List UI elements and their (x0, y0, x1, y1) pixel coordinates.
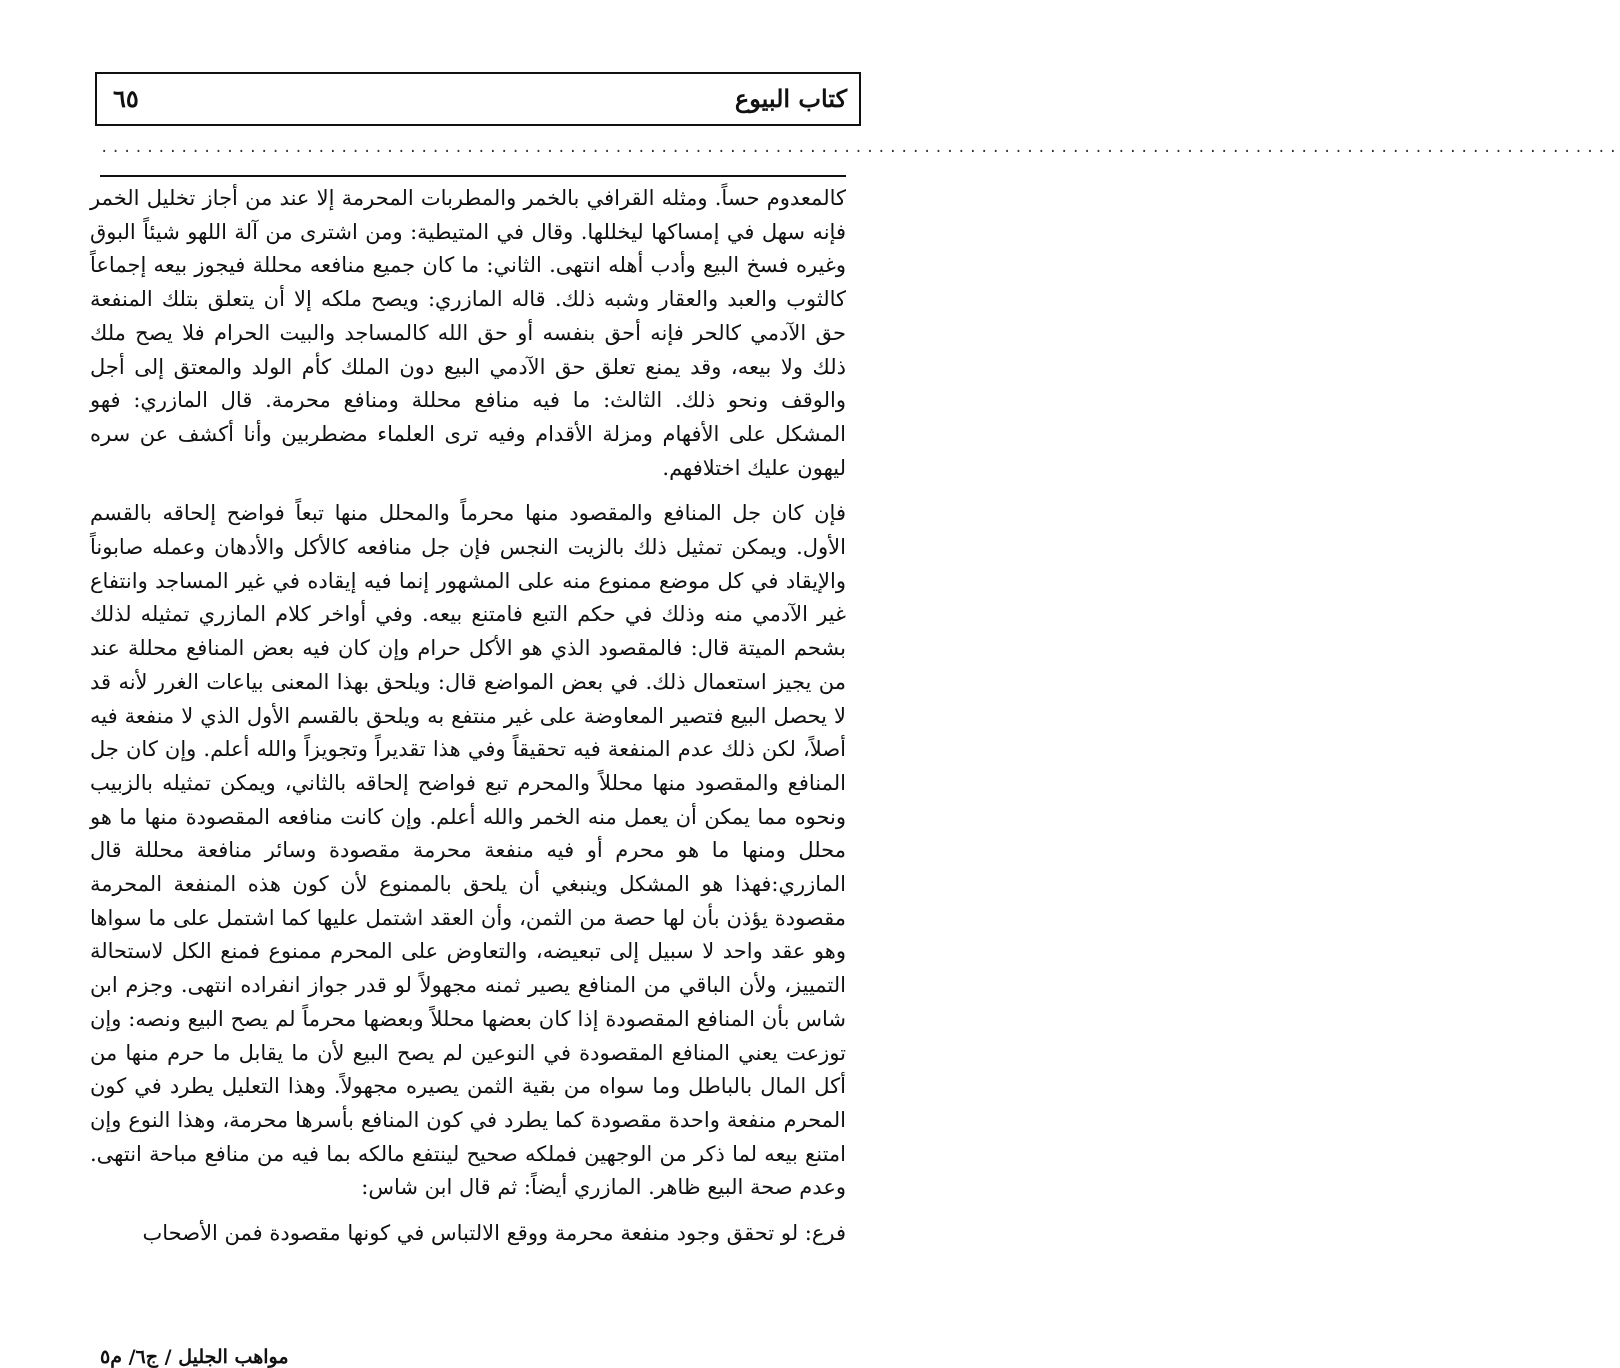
paragraph-3: فرع: لو تحقق وجود منفعة محرمة ووقع الالتباس في كونها مقصودة فمن الأصحاب (142, 1221, 846, 1246)
running-header (95, 72, 861, 126)
footer-signature: مواهب الجليل / ج٦/ م٥ (100, 1346, 289, 1368)
paragraph-2: فإن كان جل المنافع والمقصود منها محرماً والمحلل منها تبعاً فواضح إلحاقه بالقسم الأول. ويمكن تمثيل ذلك بالزيت النجس فإن جل منافعه كالأكل والأدهان وعمله صابوناً والإيقاد في كل موضع ممنوع منه على المشهور إنما فيه إيقاده في غير المساجد وانتفاع غير الآدمي منه وذلك في حكم التبع فامتنع بيعه. وفي أواخر كلام المازري تمثيله لذلك بشحم الميتة قال: فالمقصود الذي هو الأكل حرام وإن كان فيه بعض المنافع محللة عند من يجيز استعمال ذلك. في بعض المواضع قال: ويلحق بهذا المعنى بياعات الغرر لأنه قد لا يحصل البيع فتصير المعاوضة على غير منتفع به ويلحق بالقسم الأول الذي لا منفعة فيه أصلاً، لكن ذلك عدم المنفعة فيه تحقيقاً وفي هذا تقديراً وتجويزاً والله أعلم. وإن كان جل المنافع والمقصود منها محللاً والمحرم تبع فواضح إلحاقه بالثاني، ويمكن تمثيله بالزبيب ونحوه مما يمكن أن يعمل منه الخمر والله أعلم. وإن كانت منافعه المقصودة منها ما هو محلل ومنها ما هو محرم أو فيه منفعة محرمة مقصودة وسائر منافعة محللة قال المازري:فهذا هو المشكل وينبغي أن يلحق بالممنوع لأن كون هذه المنفعة المحرمة مقصودة يؤذن بأن لها حصة من الثمن، وأن العقد اشتمل عليها كما اشتمل على ما سواها وهو عقد واحد لا سبيل إلى تبعيضه، والتعاوض على المحرم ممنوع فمنع الكل لاستحالة التمييز، ولأن الباقي من المنافع يصير ثمنه مجهولاً لو قدر جواز انفراده انتهى. وجزم ابن شاس بأن المنافع المقصودة إذا كان بعضها محللاً وبعضها محرماً لم يصح البيع ونصه: وإن توزعت يعني المنافع المقصودة في النوعين لم يصح البيع لأن ما يقابل ما حرم منها من أكل المال بالباطل وما سواه من بقية الثمن يصيره مجهولاً. وهذا التعليل يطرد في كون المحرم منفعة واحدة مقصودة كما يطرد في كون المنافع بأسرها محرمة، وهذا النوع وإن امتنع بيعه لما ذكر من الوجهين فملكه صحيح لينتفع مالكه بما فيه من منافع مباحة انتهى. وعدم صحة البيع ظاهر. المازري أيضاً: ثم قال ابن شاس: (90, 501, 846, 1200)
horizontal-rule (100, 175, 846, 177)
body-text (90, 182, 846, 1251)
page-number: ٦٥ (113, 84, 139, 113)
book-title: كتاب البيوع (734, 84, 847, 113)
dotted-separator: ..................................................................................................................................... (100, 140, 1620, 156)
paragraph-1: كالمعدوم حساً. ومثله القرافي بالخمر والمطربات المحرمة إلا عند من أجاز تخليل الخمر فإنه سهل في إمساكها ليخللها. وقال في المتيطية: ومن اشترى من آلة اللهو شيئاً البوق وغيره فسخ البيع وأدب أهله انتهى. الثاني: ما كان جميع منافعه محللة فيجوز بيعه إجماعاً كالثوب والعبد والعقار وشبه ذلك. قاله المازري: ويصح ملكه إلا أن يتعلق بتلك المنفعة حق الآدمي كالحر فإنه أحق بنفسه أو حق الله كالمساجد والبيت الحرام فلا يصح ملك ذلك ولا بيعه، وقد يمنع تعلق حق الآدمي البيع دون الملك كأم الولد والمعتق إلى أجل والوقف ونحو ذلك. الثالث: ما فيه منافع محللة ومنافع محرمة. قال المازري: فهو المشكل على الأفهام ومزلة الأقدام وفيه ترى العلماء مضطربين وأنا أكشف عن سره ليهون عليك اختلافهم. (90, 186, 846, 480)
